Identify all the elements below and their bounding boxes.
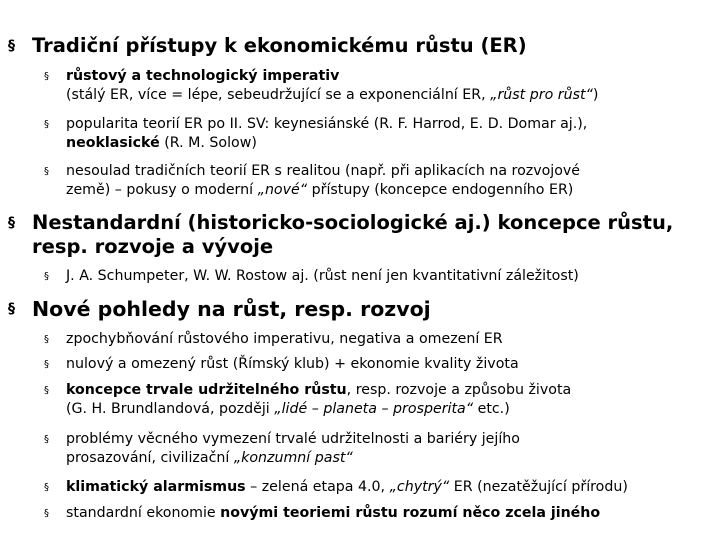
item-text: , resp. rozvoje a způsobu života xyxy=(346,382,572,398)
heading-text: Tradiční přístupy k ekonomickému růstu (ER) xyxy=(32,34,527,57)
item-text: zpochybňování růstového imperativu, negativa a omezení ER xyxy=(66,331,503,347)
list-item xyxy=(44,267,579,286)
bullet-icon: § xyxy=(8,301,15,317)
item-text: země) – pokusy o moderní xyxy=(66,182,258,198)
item-bold-text: novými teoriemi růstu rozumí něco zcela jiného xyxy=(220,505,601,521)
item-italic-text: „chytrý“ xyxy=(389,479,450,495)
item-italic-text: „růst pro růst“ xyxy=(490,87,593,103)
item-text: nesoulad tradičních teorií ER s realitou (např. při aplikacích na rozvojové xyxy=(66,163,581,179)
bullet-icon: § xyxy=(8,215,15,231)
heading-new-views xyxy=(8,297,431,321)
heading-text: resp. rozvoje a vývoje xyxy=(32,235,274,258)
item-text: (G. H. Brundlandová, později xyxy=(66,401,275,417)
item-text: nulový a omezený růst (Římský klub) + ekonomie kvality života xyxy=(66,356,519,372)
bullet-icon: § xyxy=(44,334,49,345)
heading-nonstandard-concepts xyxy=(8,211,673,259)
list-item xyxy=(44,504,600,523)
heading-traditional-approaches xyxy=(8,34,527,58)
item-text: standardní ekonomie xyxy=(66,505,221,521)
bullet-icon: § xyxy=(44,166,49,177)
list-item xyxy=(44,162,580,200)
item-text: ) xyxy=(592,87,599,103)
bullet-icon: § xyxy=(44,359,49,370)
item-text: přístupy (koncepce endogenního ER) xyxy=(307,182,574,198)
bullet-icon: § xyxy=(44,482,49,493)
item-text: – zelená etapa 4.0, xyxy=(245,479,390,495)
item-text: popularita teorií ER po II. SV: keynesiánské (R. F. Harrod, E. D. Domar aj.), xyxy=(66,116,588,132)
bullet-icon: § xyxy=(44,71,49,82)
item-text: problémy věcného vymezení trvalé udržitelnosti a bariéry jejího xyxy=(66,431,520,447)
item-italic-text: „lidé – planeta – prosperita“ xyxy=(274,401,474,417)
list-item xyxy=(44,67,598,105)
item-italic-text: „nové“ xyxy=(257,182,308,198)
item-bold-text: růstový a technologický imperativ xyxy=(66,68,340,84)
item-bold-text: neoklasické xyxy=(66,135,160,151)
list-item xyxy=(44,478,628,497)
list-item xyxy=(44,115,587,153)
item-bold-text: klimatický alarmismus xyxy=(66,479,246,495)
heading-text: Nové pohledy na růst, resp. rozvoj xyxy=(32,297,431,321)
bullet-icon: § xyxy=(44,271,49,282)
item-text: (R. M. Solow) xyxy=(159,135,257,151)
list-item xyxy=(44,355,519,374)
list-item xyxy=(44,381,571,419)
list-item xyxy=(44,430,520,468)
item-text: prosazování, civilizační xyxy=(66,450,234,466)
heading-text: Nestandardní (historicko-sociologické aj.) koncepce růstu, xyxy=(32,211,674,234)
bullet-icon: § xyxy=(8,38,15,54)
list-item xyxy=(44,330,503,349)
item-text: J. A. Schumpeter, W. W. Rostow aj. (růst není jen kvantitativní záležitost) xyxy=(66,268,579,284)
bullet-icon: § xyxy=(44,508,49,519)
item-text: ER (nezatěžující přírodu) xyxy=(449,479,628,495)
bullet-icon: § xyxy=(44,434,49,445)
item-italic-text: „konzumní past“ xyxy=(233,450,353,466)
bullet-icon: § xyxy=(44,119,49,130)
item-text: etc.) xyxy=(473,401,510,417)
item-bold-text: koncepce trvale udržitelného růstu xyxy=(66,382,347,398)
item-text: (stálý ER, více = lépe, sebeudržující se a exponenciální ER, xyxy=(66,87,491,103)
bullet-icon: § xyxy=(44,385,49,396)
